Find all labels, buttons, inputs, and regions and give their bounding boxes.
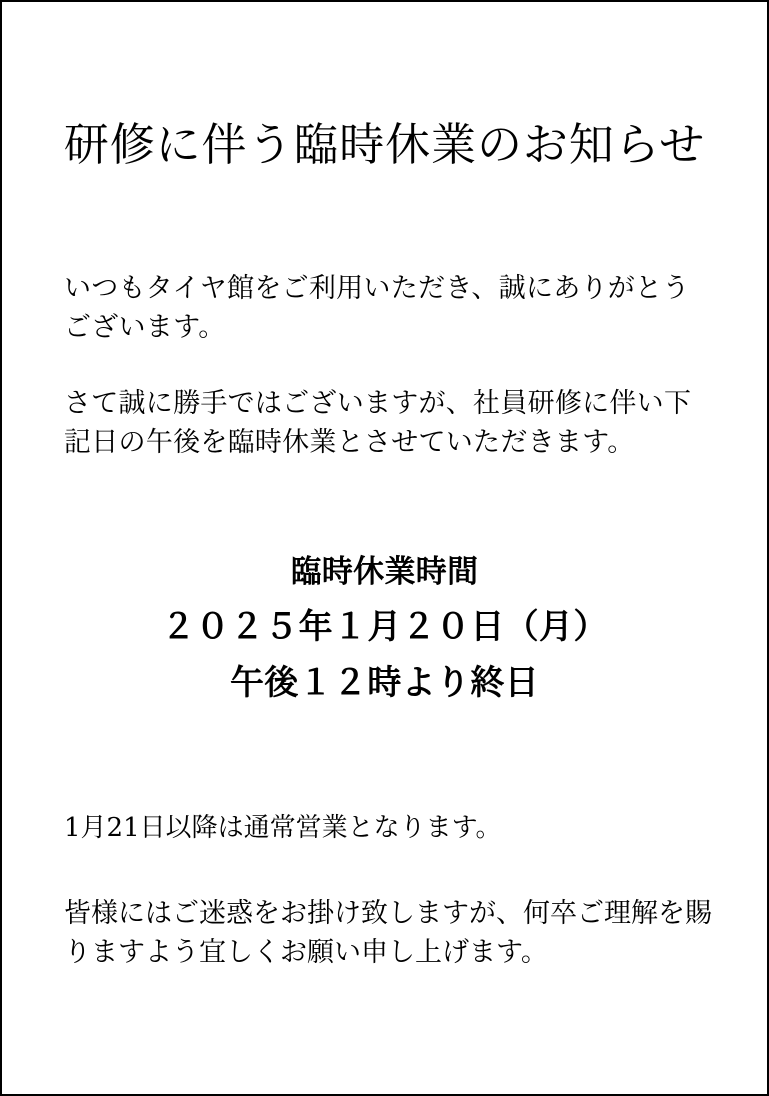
page-title: 研修に伴う臨時休業のお知らせ <box>63 118 706 172</box>
announcement-paragraph: さて誠に勝手ではございますが、社員研修に伴い下記日の午後を臨時休業とさせていただきます。 <box>64 388 692 459</box>
closure-heading: 臨時休業時間 <box>290 554 479 590</box>
greeting-paragraph: いつもタイヤ館をご利用いただき、誠にありがとうございます。 <box>64 273 690 344</box>
closure-time: 午後１２時より終日 <box>229 663 540 703</box>
closure-date: ２０２５年１月２０日（月） <box>161 607 608 647</box>
resume-paragraph: 1月21日以降は通常営業となります。 <box>64 813 502 843</box>
closing-paragraph: 皆様にはご迷惑をお掛け致しますが、何卒ご理解を賜りますよう宜しくお願い申し上げます。 <box>64 898 712 969</box>
notice-content <box>2 2 767 1094</box>
